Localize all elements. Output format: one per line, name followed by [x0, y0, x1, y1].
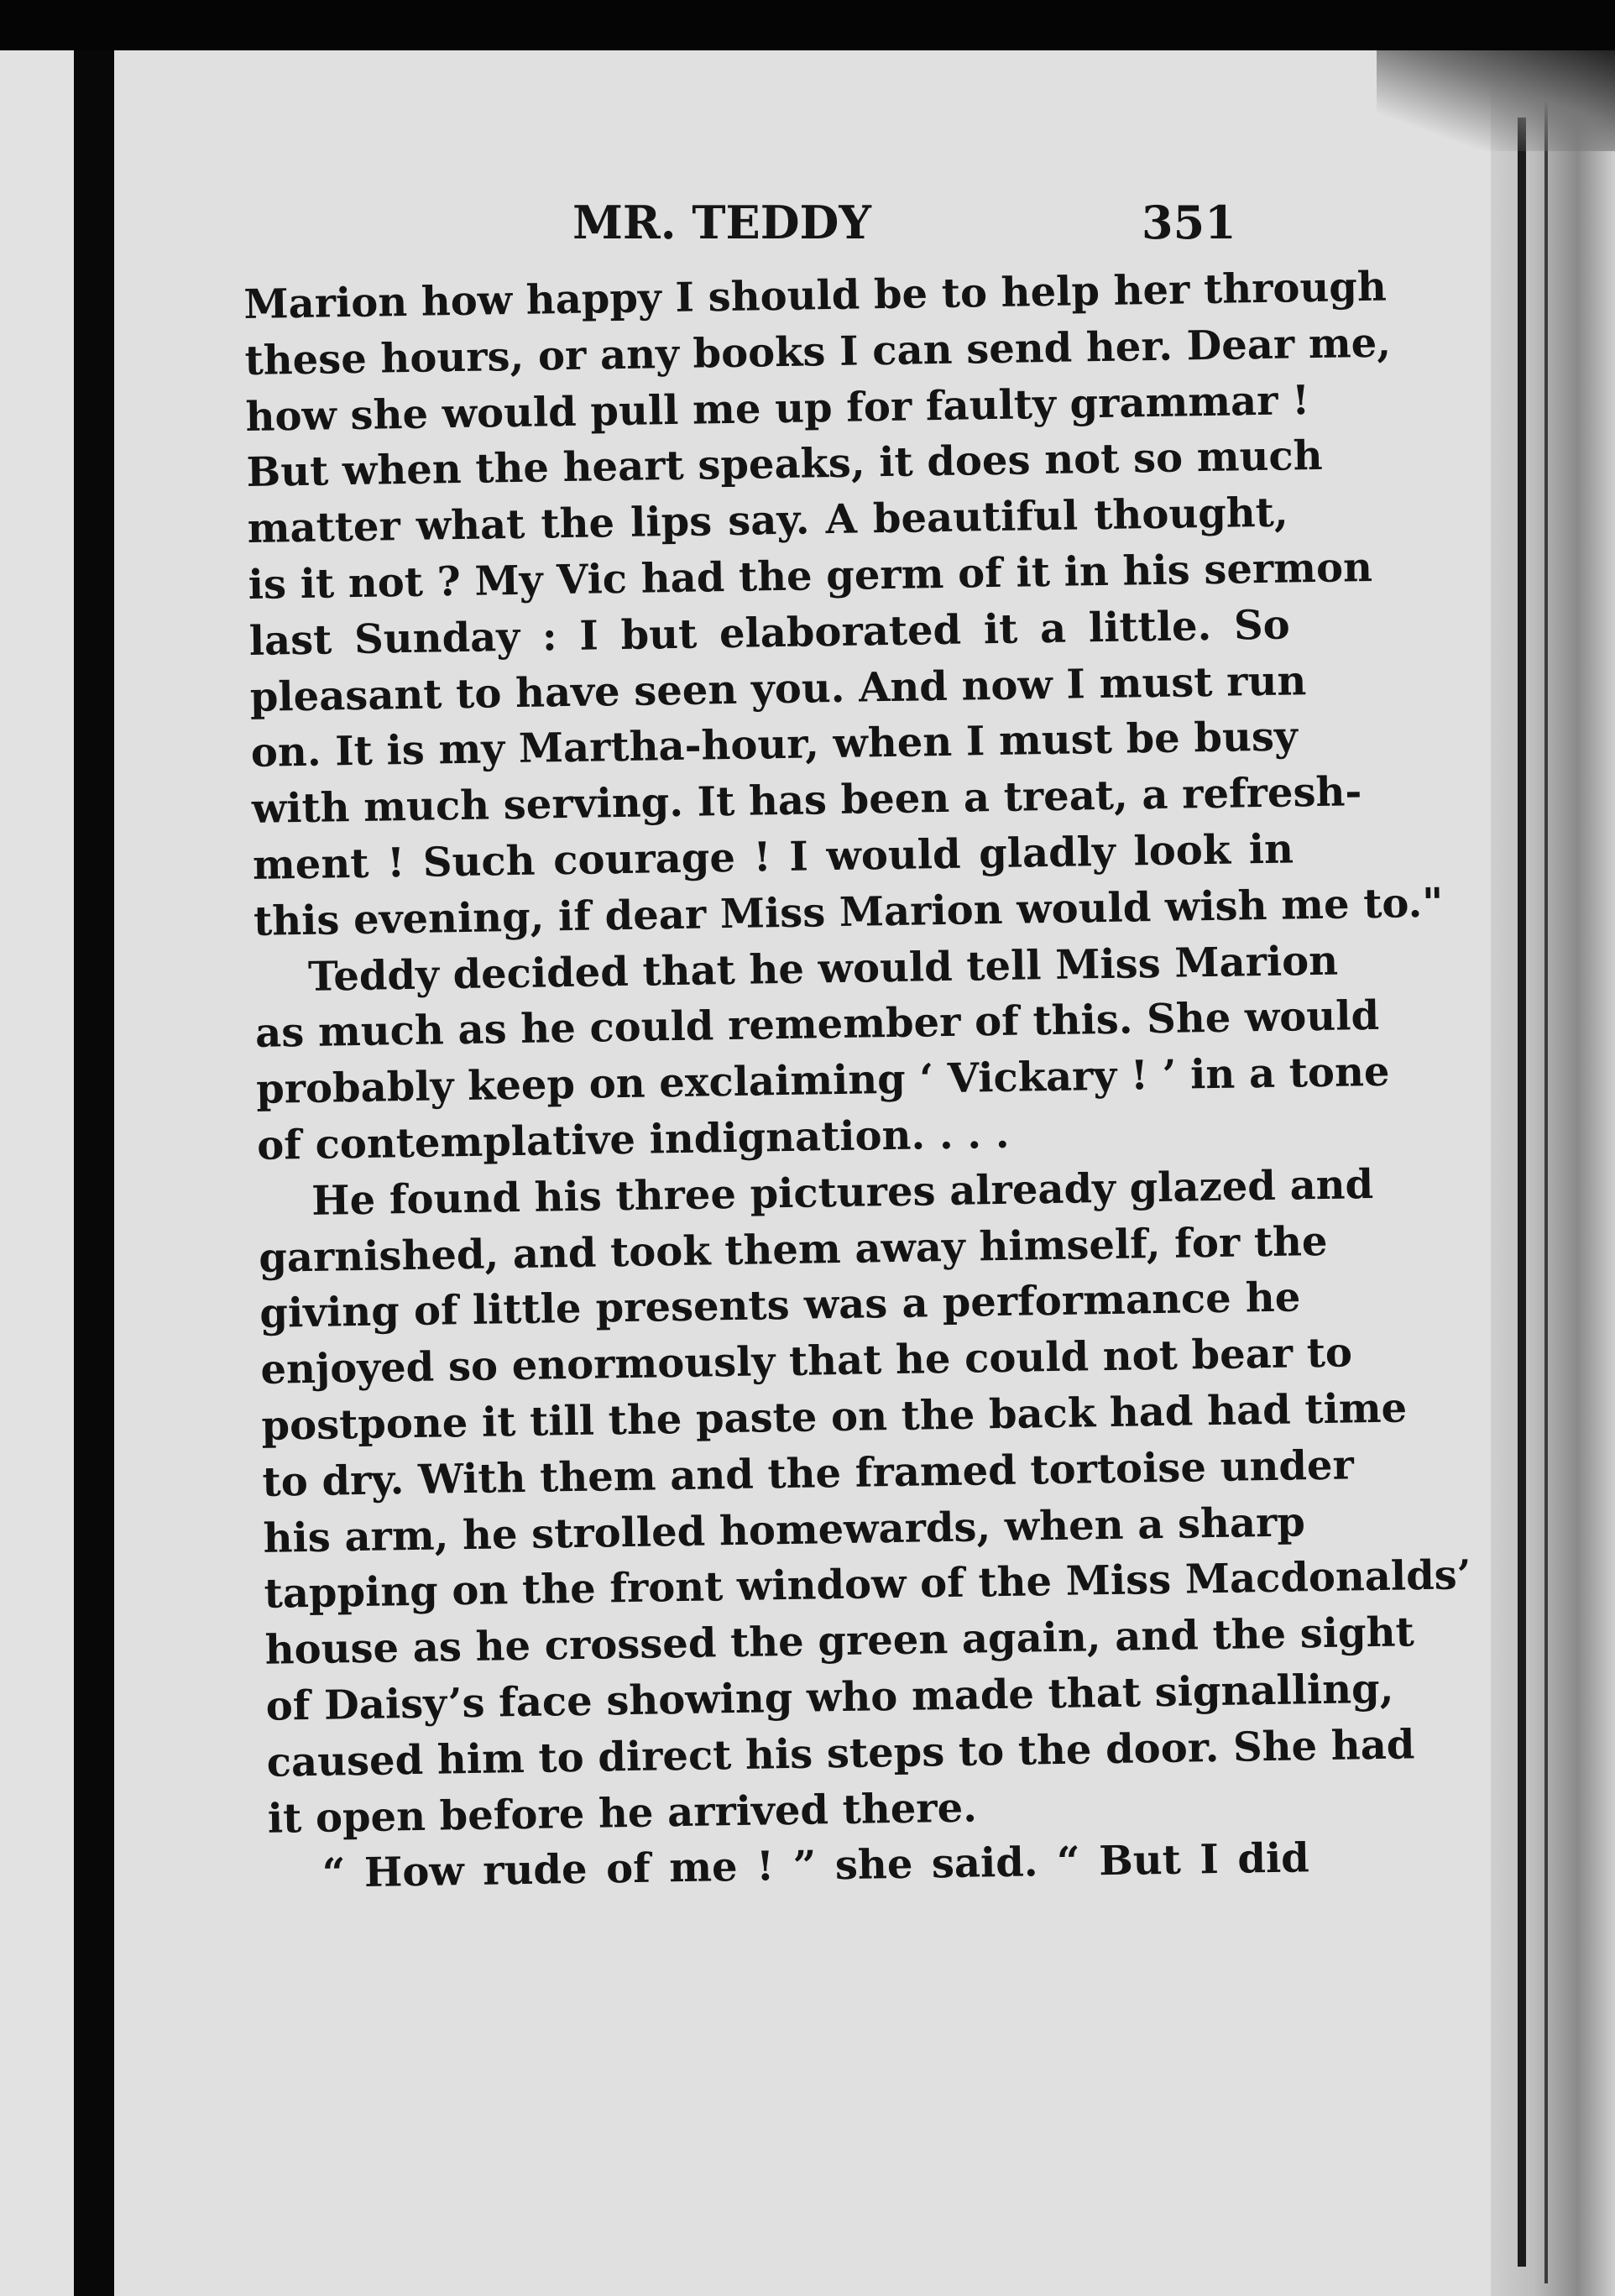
text-line: how she would pull me up for faulty grammar ! — [245, 376, 1310, 441]
text-line: enjoyed so enormously that he could not bear to — [260, 1329, 1353, 1394]
text-line: his arm, he strolled homewards, when a sharp — [263, 1498, 1306, 1562]
left-page-edge — [0, 50, 74, 2296]
text-line: on. It is my Martha-hour, when I must be busy — [250, 713, 1299, 777]
text-line: garnished, and took them away himself, for the — [258, 1217, 1328, 1282]
text-line: “ How rude of me ! ” she said. “ But I did — [321, 1834, 1310, 1898]
text-line: ment ! Such courage ! I would gladly look in — [252, 825, 1294, 889]
text-line: matter what the lips say. A beautiful thought, — [247, 489, 1289, 553]
text-line: last Sunday : I but elaborated it a little. So — [248, 601, 1291, 665]
book-gutter — [74, 50, 114, 2296]
text-line: tapping on the front window of the Miss Macdonalds’ — [264, 1551, 1471, 1619]
body-text — [243, 261, 1471, 1903]
running-head: MR. TEDDY — [572, 196, 871, 249]
text-line: of Daisy’s face showing who made that signalling, — [265, 1665, 1394, 1730]
text-line: house as he crossed the green again, and the sight — [264, 1608, 1415, 1674]
page-fore-edge — [1491, 50, 1615, 2296]
text-line: He found his three pictures already glazed and — [311, 1160, 1374, 1225]
text-line: this evening, if dear Miss Marion would wish me to." — [253, 879, 1444, 945]
text-line: But when the heart speaks, it does not so much — [246, 432, 1323, 497]
text-line: of contemplative indignation. . . . — [256, 1110, 1010, 1169]
text-line: to dry. With them and the framed tortoise under — [262, 1441, 1355, 1506]
page-number: 351 — [1142, 196, 1236, 249]
text-line: with much serving. It has been a treat, a refresh- — [251, 768, 1362, 834]
text-line: these hours, or any books I can send her. Dear me, — [244, 319, 1392, 384]
text-line: Teddy decided that he would tell Miss Marion — [307, 937, 1339, 1001]
text-line: probably keep on exclaiming ‘ Vickary ! ’ in a tone — [255, 1048, 1390, 1114]
text-line: Marion how happy I should be to help her through — [243, 263, 1388, 328]
page-edge-shadow — [1518, 118, 1526, 2267]
text-line: as much as he could remember of this. She would — [254, 992, 1380, 1058]
page-corner-curl — [1377, 50, 1615, 151]
text-line: pleasant to have seen you. And now I must run — [249, 656, 1307, 721]
text-line: it open before he arrived there. — [267, 1784, 978, 1843]
text-line: giving of little presents was a performance he — [259, 1274, 1301, 1338]
text-line: caused him to direct his steps to the door. She had — [266, 1721, 1415, 1786]
text-line: is it not ? My Vic had the germ of it in his sermon — [248, 543, 1373, 609]
page-header — [487, 196, 1242, 263]
text-line: postpone it till the paste on the back had had time — [261, 1384, 1408, 1450]
page-edge-line — [1544, 84, 1548, 2283]
